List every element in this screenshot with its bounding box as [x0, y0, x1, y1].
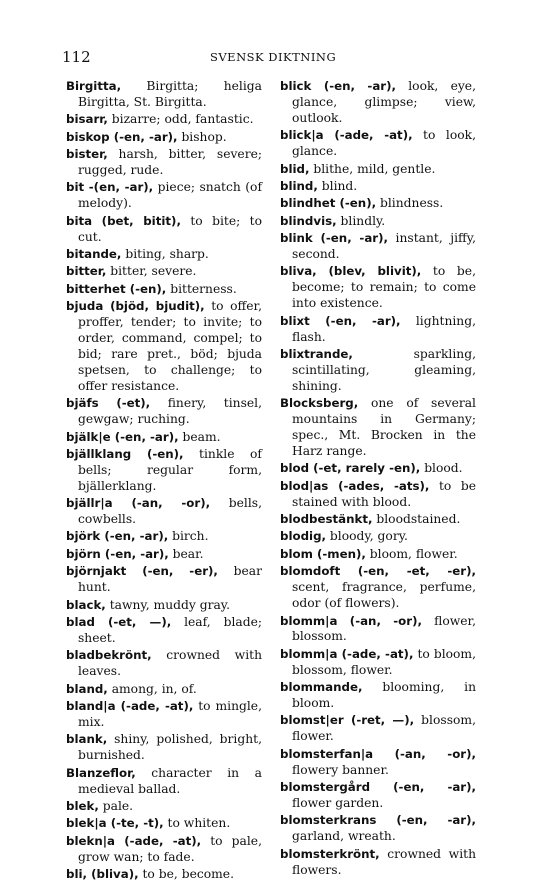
entry-headword: blid, [280, 161, 310, 176]
entry-definition: flower, blossom. [292, 613, 476, 644]
dictionary-entry [280, 396, 476, 460]
right-column [280, 79, 476, 880]
dictionary-entry [66, 547, 262, 563]
entry-headword: blommande, [280, 680, 363, 695]
dictionary-entry [66, 112, 262, 128]
dictionary-entry [280, 529, 476, 545]
left-column [66, 79, 262, 885]
dictionary-entry [66, 79, 262, 111]
entry-definition: crowned with flowers. [292, 846, 476, 877]
dictionary-entry [66, 447, 262, 495]
entry-definition: blithe, mild, gentle. [309, 161, 436, 176]
entry-headword: blick (-en, -ar), [280, 79, 396, 93]
entry-headword: blixt (-en, -ar), [280, 313, 401, 328]
entry-headword: bjällklang (-en), [66, 446, 184, 461]
entry-definition: blooming, in bloom. [292, 680, 476, 711]
entry-headword: bjällr|a (-an, -or), [66, 496, 211, 511]
entry-definition: bear hunt. [78, 564, 262, 595]
entry-definition: tinkle of bells; regular form, bjällerklang. [78, 446, 262, 493]
entry-definition: garland, wreath. [292, 829, 396, 844]
dictionary-entry [66, 732, 262, 764]
entry-headword: bliva, (blev, blivit), [280, 264, 422, 279]
dictionary-entry [280, 347, 476, 395]
entry-definition: bitter, severe. [106, 264, 197, 279]
entry-headword: blick|a (-ade, -at), [280, 128, 413, 143]
dictionary-entry [280, 196, 476, 212]
entry-definition: blindness. [376, 196, 444, 211]
dictionary-entry [66, 529, 262, 545]
entry-headword: blom (-men), [280, 546, 366, 561]
entry-definition: bear. [168, 546, 204, 561]
page-number: 112 [62, 48, 91, 66]
entry-headword: björk (-en, -ar), [66, 529, 169, 544]
entry-definition: bells, cowbells. [78, 496, 262, 527]
entry-definition: flowery banner. [292, 762, 389, 777]
entry-definition: to bloom, blossom, flower. [292, 646, 476, 677]
entry-definition: bitterness. [166, 281, 237, 296]
entry-definition: look, eye, glance, glimpse; view, outlook. [292, 79, 476, 125]
entry-definition: one of several mountains in Germany; spec., Mt. Brocken in the Harz range. [292, 396, 476, 458]
dictionary-entry [280, 564, 476, 612]
dictionary-entry [66, 699, 262, 731]
dictionary-entry [280, 461, 476, 477]
entry-headword: biskop (-en, -ar), [66, 129, 178, 144]
entry-headword: blomsterkrönt, [280, 846, 380, 861]
entry-headword: blodig, [280, 529, 327, 544]
dictionary-entry [66, 247, 262, 263]
entry-headword: bitter, [66, 264, 107, 279]
entry-headword: blindhet (-en), [280, 196, 377, 211]
entry-definition: to offer, proffer, tender; to invite; to order, command, compel; to bid; rare pret., böd; bjuda spetsen, to challenge; to offer resistance. [78, 299, 262, 393]
entry-definition: to bite; to cut. [78, 213, 262, 244]
entry-headword: bitande, [66, 247, 122, 262]
entry-headword: blomst|er (-ret, —), [280, 713, 415, 728]
entry-headword: björnjakt (-en, -er), [66, 564, 218, 579]
dictionary-entry [66, 496, 262, 528]
entry-headword: blomsterfan|a (-an, -or), [280, 746, 476, 761]
dictionary-entry [280, 647, 476, 679]
dictionary-entry [66, 282, 262, 298]
entry-headword: Blocksberg, [280, 396, 359, 411]
entry-headword: bli, (bliva), [66, 867, 139, 882]
entry-definition: bloody, gory. [326, 529, 408, 544]
entry-headword: blomm|a (-an, -or), [280, 613, 422, 628]
entry-definition: shiny, polished, bright, burnished. [78, 732, 262, 763]
entry-definition: bloodstained. [372, 512, 461, 527]
entry-headword: blomsterkrans (-en, -ar), [280, 813, 476, 828]
entry-headword: blod|as (-ades, -ats), [280, 478, 430, 493]
entry-headword: bjäfs (-et), [66, 396, 151, 411]
entry-definition: character in a medieval ballad. [78, 765, 262, 796]
entry-headword: blindvis, [280, 213, 337, 228]
dictionary-entry [66, 180, 262, 212]
entry-headword: blind, [280, 178, 318, 193]
entry-definition: instant, jiffy, second. [292, 231, 476, 262]
entry-headword: blekn|a (-ade, -at), [66, 833, 202, 848]
entry-definition: to whiten. [163, 816, 231, 831]
dictionary-entry [66, 867, 262, 883]
entry-definition: to be, become; to remain; to come into existence. [292, 264, 476, 311]
entry-definition: lightning, flash. [292, 313, 476, 344]
entry-headword: bister, [66, 147, 108, 162]
entry-headword: blank, [66, 732, 108, 747]
dictionary-entry [66, 430, 262, 446]
entry-headword: black, [66, 597, 106, 612]
entry-definition: pale. [98, 798, 134, 813]
dictionary-entry [280, 512, 476, 528]
dictionary-entry [280, 79, 476, 127]
dictionary-entry [66, 816, 262, 832]
entry-definition: blindly. [336, 213, 386, 228]
entry-headword: Blanzeflor, [66, 765, 136, 780]
entry-headword: bjuda (bjöd, bjudit), [66, 299, 205, 314]
dictionary-entry [66, 648, 262, 680]
dictionary-entry [280, 780, 476, 812]
dictionary-entry [66, 147, 262, 179]
entry-definition: to be stained with blood. [292, 478, 476, 509]
entry-headword: bit -(en, -ar), [66, 180, 154, 195]
entry-definition: to be, become. [138, 867, 234, 882]
entry-headword: blomm|a (-ade, -at), [280, 646, 414, 661]
entry-headword: blek|a (-te, -t), [66, 816, 164, 831]
entry-headword: bjälk|e (-en, -ar), [66, 429, 179, 444]
entry-definition: blossom, flower. [292, 713, 476, 744]
entry-definition: bishop. [177, 129, 227, 144]
dictionary-entry [280, 747, 476, 779]
dictionary-entry [280, 547, 476, 563]
entry-definition: crowned with leaves. [78, 648, 262, 679]
entry-definition: beam. [178, 429, 221, 444]
dictionary-entry [280, 479, 476, 511]
dictionary-entry [66, 214, 262, 246]
entry-definition: birch. [168, 529, 209, 544]
entry-definition: to mingle, mix. [78, 699, 262, 729]
entry-definition: finery, tinsel, gewgaw; ruching. [78, 396, 263, 427]
entry-headword: bland|a (-ade, -at), [66, 699, 194, 714]
entry-headword: bitterhet (-en), [66, 281, 167, 296]
dictionary-entry [66, 130, 262, 146]
dictionary-entry [280, 128, 476, 160]
dictionary-entry [66, 396, 262, 428]
dictionary-entry [280, 231, 476, 263]
dictionary-entry [66, 766, 262, 798]
dictionary-entry [66, 598, 262, 614]
dictionary-entry [66, 799, 262, 815]
entry-definition: bizarre; odd, fantastic. [107, 112, 254, 127]
entry-definition: blood. [420, 461, 463, 476]
entry-definition: sparkling, scintillating, gleaming, shining. [292, 347, 476, 393]
entry-definition: piece; snatch (of melody). [78, 180, 262, 211]
entry-definition: flower garden. [292, 795, 384, 810]
entry-headword: blek, [66, 798, 99, 813]
page-header [60, 48, 480, 66]
entry-headword: blod (-et, rarely -en), [280, 461, 421, 476]
dictionary-entry [66, 299, 262, 394]
dictionary-entry [280, 314, 476, 346]
dictionary-entry [280, 214, 476, 230]
entry-definition: biting, sharp. [121, 247, 209, 262]
dictionary-entry [280, 264, 476, 312]
entry-definition: to look, glance. [292, 128, 476, 159]
entry-headword: bisarr, [66, 112, 108, 127]
dictionary-entry [66, 682, 262, 698]
entry-definition: tawny, muddy gray. [105, 597, 231, 612]
dictionary-entry [66, 264, 262, 280]
entry-definition: harsh, bitter, severe; rugged, rude. [78, 147, 262, 178]
dictionary-entry [66, 615, 262, 647]
dictionary-entry [280, 847, 476, 879]
running-title: SVENSK DIKTNING [210, 50, 337, 64]
entry-definition: to pale, grow wan; to fade. [78, 833, 262, 864]
dictionary-entry [280, 813, 476, 845]
dictionary-entry [280, 162, 476, 178]
entry-definition: among, in, of. [107, 681, 197, 696]
entry-headword: blomstergård (-en, -ar), [280, 780, 476, 795]
entry-headword: blomdoft (-en, -et, -er), [280, 564, 476, 579]
entry-headword: bland, [66, 681, 108, 696]
entry-headword: Birgitta, [66, 79, 122, 93]
dictionary-entry [66, 564, 262, 596]
entry-headword: blixtrande, [280, 347, 353, 361]
entry-headword: blink (-en, -ar), [280, 231, 388, 246]
entry-definition: blind. [317, 178, 358, 193]
entry-headword: bita (bet, bitit), [66, 213, 181, 228]
entry-headword: björn (-en, -ar), [66, 546, 169, 561]
dictionary-entry [280, 713, 476, 745]
entry-headword: blodbestänkt, [280, 512, 373, 527]
dictionary-entry [66, 834, 262, 866]
dictionary-entry [280, 614, 476, 646]
dictionary-entry [280, 680, 476, 712]
entry-headword: blad (-et, —), [66, 615, 172, 629]
dictionary-entry [280, 179, 476, 195]
entry-definition: leaf, blade; sheet. [78, 615, 262, 645]
entry-headword: bladbekrönt, [66, 648, 152, 663]
entry-definition: Birgitta; heliga Birgitta, St. Birgitta. [78, 79, 262, 109]
entry-definition: bloom, flower. [365, 546, 458, 561]
entry-definition: scent, fragrance, perfume, odor (of flowers). [292, 580, 476, 611]
